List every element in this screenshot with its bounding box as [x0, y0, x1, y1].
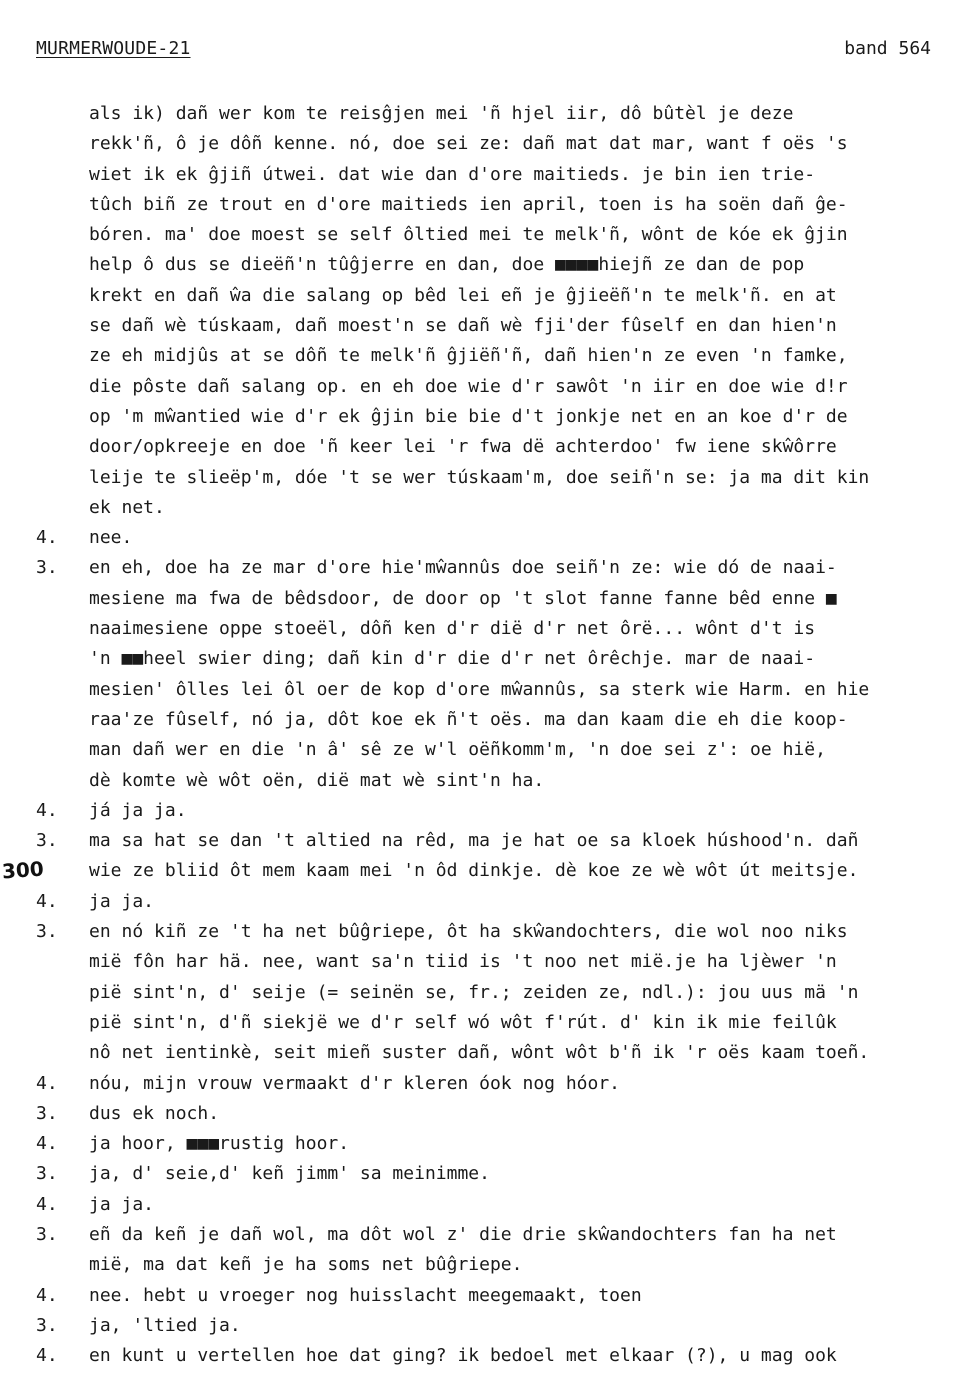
line-text: ja ja. — [89, 890, 155, 912]
transcript-line — [36, 796, 976, 826]
transcript-line — [36, 1038, 976, 1068]
transcript-line — [36, 250, 976, 280]
line-text: dè komte wè wôt oën, dië mat wè sint'n ha. — [89, 769, 545, 791]
line-text: ja ja. — [89, 1193, 155, 1215]
transcript-line — [36, 553, 976, 583]
line-text: eñ da keñ je dañ wol, ma dôt wol z' die drie skŵandochters fan ha net — [89, 1223, 837, 1245]
transcript-line — [36, 1159, 976, 1189]
transcript-line — [36, 826, 976, 856]
transcript-line — [36, 1341, 976, 1371]
line-text: dus ek noch. — [89, 1102, 220, 1124]
transcript-line — [36, 281, 976, 311]
line-text: mesien' ôlles lei ôl oer de kop d'ore mŵannûs, sa sterk wie Harm. en hie — [89, 678, 870, 700]
transcript-line — [36, 220, 976, 250]
speaker-number: 4. — [36, 1133, 58, 1155]
speaker-number: 4. — [36, 527, 58, 549]
speaker-number: 4. — [36, 799, 58, 821]
line-text: 'n ■■heel swier ding; dañ kin d'r die d'r net ôrêchje. mar de naai- — [89, 648, 816, 670]
transcript-line — [36, 463, 976, 493]
transcript-line — [36, 1190, 976, 1220]
transcript-body — [36, 99, 976, 1371]
speaker-number: 3. — [36, 1102, 58, 1124]
line-text: mië, ma dat keñ je ha soms net bûĝriepe. — [89, 1254, 523, 1276]
transcript-line — [36, 1311, 976, 1341]
transcript-line — [36, 978, 976, 1008]
document-title: MURMERWOUDE-21 — [36, 38, 191, 59]
line-text: pië sint'n, d'ñ siekjë we d'r self wó wôt f'rút. d' kin ik mie feilûk — [89, 1011, 837, 1033]
speaker-number: 3. — [36, 830, 58, 852]
line-text: naaimesiene oppe stoeël, dôñ ken d'r dië d'r net ôrë... wônt d't is — [89, 618, 816, 640]
transcript-line — [36, 1129, 976, 1159]
transcript-line — [36, 432, 976, 462]
line-text: leije te slieëp'm, dóe 't se wer túskaam'm, doe seiñ'n se: ja ma dit kin — [89, 466, 870, 488]
line-text: en kunt u vertellen hoe dat ging? ik bedoel met elkaar (?), u mag ook — [89, 1345, 837, 1367]
band-number: band 564 — [844, 38, 931, 59]
line-text: pië sint'n, d' seije (= seinën se, fr.; zeiden ze, ndl.): jou uus mä 'n — [89, 981, 859, 1003]
transcript-line — [36, 311, 976, 341]
transcript-line — [36, 735, 976, 765]
line-text: bóren. ma' doe moest se self ôltied mei te melk'ñ, wônt de kóe ek ĝjin — [89, 224, 848, 246]
line-text: wie ze bliid ôt mem kaam mei 'n ôd dinkje. dè koe ze wè wôt út meitsje. — [89, 860, 859, 882]
transcript-line — [36, 1008, 976, 1038]
transcript-line — [36, 917, 976, 947]
transcript-line — [36, 584, 976, 614]
line-text: ja, d' seie,d' keñ jimm' sa meinimme. — [89, 1163, 490, 1185]
line-text: nóu, mijn vrouw vermaakt d'r kleren óok nog hóor. — [89, 1072, 621, 1094]
line-text: op 'm mŵantied wie d'r ek ĝjin bie bie d't jonkje net en an koe d'r de — [89, 405, 848, 427]
speaker-number: 3. — [36, 557, 58, 579]
line-text: nô net ientinkè, seit mieñ suster dañ, wônt wôt b'ñ ik 'r oës kaam toeñ. — [89, 1042, 870, 1064]
line-text: die pôste dañ salang op. en eh doe wie d'r sawôt 'n iir en doe wie d!r — [89, 375, 848, 397]
transcript-line — [36, 523, 976, 553]
transcript-line — [36, 341, 976, 371]
line-text: mesiene ma fwa de bêdsdoor, de door op 't slot fanne fanne bêd enne ■ — [89, 587, 837, 609]
speaker-number: 3. — [36, 1223, 58, 1245]
speaker-number: 4. — [36, 1284, 58, 1306]
line-text: en nó kiñ ze 't ha net bûĝriepe, ôt ha skŵandochters, die wol noo niks — [89, 921, 848, 943]
line-text: mië fôn har hä. nee, want sa'n tiid is 't noo net mië.je ha ljèwer 'n — [89, 951, 837, 973]
transcript-line — [36, 129, 976, 159]
line-text: ze eh midjûs at se dôñ te melk'ñ ĝjiëñ'ñ, dañ hien'n ze even 'n famke, — [89, 345, 848, 367]
transcript-line — [36, 947, 976, 977]
transcript-line — [36, 705, 976, 735]
speaker-number: 4. — [36, 890, 58, 912]
line-text: ma sa hat se dan 't altied na rêd, ma je hat oe sa kloek húshood'n. dañ — [89, 830, 859, 852]
line-text: wiet ik ek ĝjiñ útwei. dat wie dan d'ore maitieds. je bin ien trie- — [89, 163, 816, 185]
speaker-number: 4. — [36, 1193, 58, 1215]
line-text: ja hoor, ■■■rustig hoor. — [89, 1133, 350, 1155]
transcript-line — [36, 160, 976, 190]
transcript-line — [36, 402, 976, 432]
transcript-line — [36, 493, 976, 523]
speaker-number: 3. — [36, 1163, 58, 1185]
line-text: tûch biñ ze trout en d'ore maitieds ien april, toen is ha soën dañ ĝe- — [89, 193, 848, 215]
line-text: já ja ja. — [89, 799, 187, 821]
speaker-number: 4. — [36, 1072, 58, 1094]
transcript-line — [36, 1220, 976, 1250]
line-text: raa'ze fûself, nó ja, dôt koe ek ñ't oës. ma dan kaam die eh die koop- — [89, 708, 848, 730]
line-text: door/opkreeje en doe 'ñ keer lei 'r fwa dë achterdoo' fw iene skŵôrre — [89, 436, 837, 458]
transcript-line — [36, 1069, 976, 1099]
transcript-line — [36, 1099, 976, 1129]
line-text: als ik) dañ wer kom te reisĝjen mei 'ñ hjel iir, dô bûtèl je deze — [89, 103, 794, 124]
line-text: rekk'ñ, ô je dôñ kenne. nó, doe sei ze: dañ mat dat mar, want f oës 's — [89, 133, 848, 155]
speaker-number: 3. — [36, 921, 58, 943]
transcript-line — [36, 887, 976, 917]
margin-note: 300 — [1, 856, 45, 884]
transcript-line — [36, 1281, 976, 1311]
speaker-number: 3. — [36, 1314, 58, 1336]
line-text: nee. hebt u vroeger nog huisslacht meegemaakt, toen — [89, 1284, 642, 1306]
line-text: en eh, doe ha ze mar d'ore hie'mŵannûs doe seiñ'n ze: wie dó de naai- — [89, 557, 837, 579]
page-header — [36, 38, 931, 68]
transcript-line — [36, 1250, 976, 1280]
transcript-line — [36, 190, 976, 220]
transcript-line — [36, 99, 976, 129]
transcript-line — [36, 856, 976, 886]
line-text: se dañ wè túskaam, dañ moest'n se dañ wè fji'der fûself en dan hien'n — [89, 315, 837, 337]
line-text: man dañ wer en die 'n â' sê ze w'l oëñkomm'm, 'n doe sei z': oe hië, — [89, 739, 826, 761]
transcript-line — [36, 766, 976, 796]
speaker-number: 4. — [36, 1345, 58, 1367]
line-text: krekt en dañ ŵa die salang op bêd lei eñ je ĝjieëñ'n te melk'ñ. en at — [89, 284, 837, 306]
line-text: ek net. — [89, 496, 165, 518]
transcript-line — [36, 675, 976, 705]
line-text: help ô dus se dieëñ'n tûĝjerre en dan, doe ■■■■hiejñ ze dan de pop — [89, 254, 805, 276]
transcript-line — [36, 372, 976, 402]
transcript-line — [36, 644, 976, 674]
line-text: nee. — [89, 527, 133, 549]
transcript-line — [36, 614, 976, 644]
line-text: ja, 'ltied ja. — [89, 1314, 241, 1336]
